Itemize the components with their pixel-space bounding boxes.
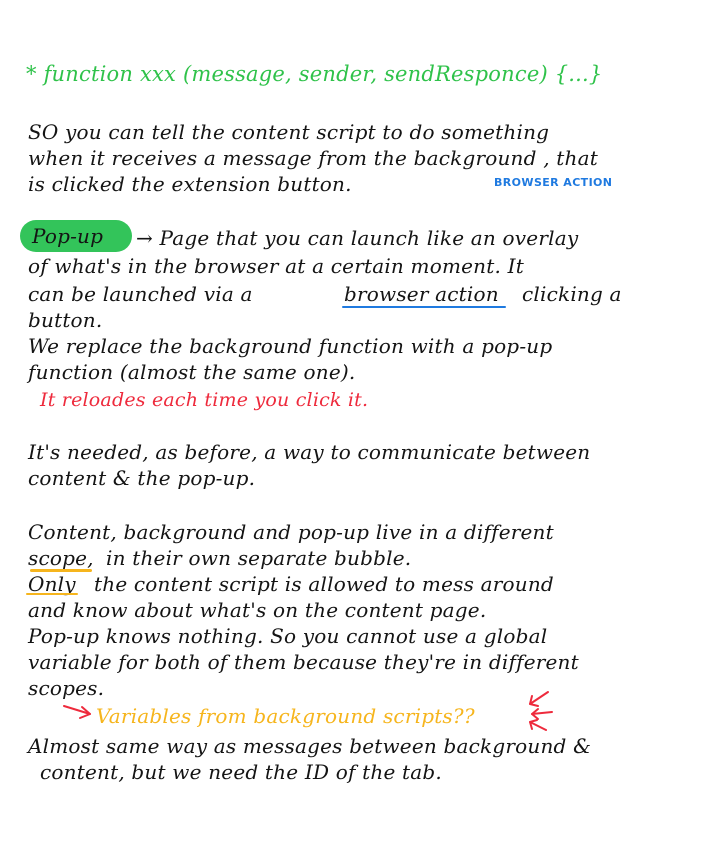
paragraph-2-line-3-pre: can be launched via a <box>28 282 253 306</box>
popup-definition-line-1: → Page that you can launch like an overlay <box>136 226 579 250</box>
paragraph-2-line-5: We replace the background function with a pop-up <box>28 334 553 358</box>
paragraph-3-line-1: It's needed, as before, a way to communicate between <box>28 440 591 464</box>
paragraph-4-line-5: Pop-up knows nothing. So you cannot use a global <box>28 624 548 648</box>
paragraph-4-line-1: Content, background and pop-up live in a different <box>28 520 554 544</box>
reload-note: It reloades each time you click it. <box>40 389 369 411</box>
paragraph-1-line-2: when it receives a message from the background , that <box>28 146 598 170</box>
browser-action-tag: BROWSER ACTION <box>494 176 613 189</box>
paragraph-4-line-4: and know about what's on the content page. <box>28 598 487 622</box>
right-arrow-icon <box>530 692 548 704</box>
paragraph-2-line-4: button. <box>28 308 103 332</box>
browser-action-underlined: browser action <box>344 282 499 306</box>
paragraph-1-line-3: is clicked the extension button. <box>28 172 352 196</box>
paragraph-5-line-2: content, but we need the ID of the tab. <box>40 760 442 784</box>
paragraph-4-line-2: in their own separate bubble. <box>106 546 412 570</box>
paragraph-5-line-1: Almost same way as messages between background & <box>28 734 592 758</box>
paragraph-1-line-1: SO you can tell the content script to do something <box>28 120 550 144</box>
scope-word: scope, <box>28 546 94 570</box>
paragraph-2-line-2: of what's in the browser at a certain moment. It <box>28 254 524 278</box>
function-signature-heading: * function xxx (message, sender, sendResponce) {...} <box>26 62 603 86</box>
paragraph-4-line-3: the content script is allowed to mess around <box>94 572 554 596</box>
paragraph-4-line-7: scopes. <box>28 676 105 700</box>
popup-label: Pop-up <box>32 224 104 248</box>
paragraph-2-line-6: function (almost the same one). <box>28 360 356 384</box>
paragraph-3-line-2: content & the pop-up. <box>28 466 256 490</box>
only-word: Only <box>28 572 76 596</box>
paragraph-2-line-3-post: clicking a <box>522 282 622 306</box>
paragraph-4-line-6: variable for both of them because they're in different <box>28 650 579 674</box>
variables-question: Variables from background scripts?? <box>96 704 475 728</box>
